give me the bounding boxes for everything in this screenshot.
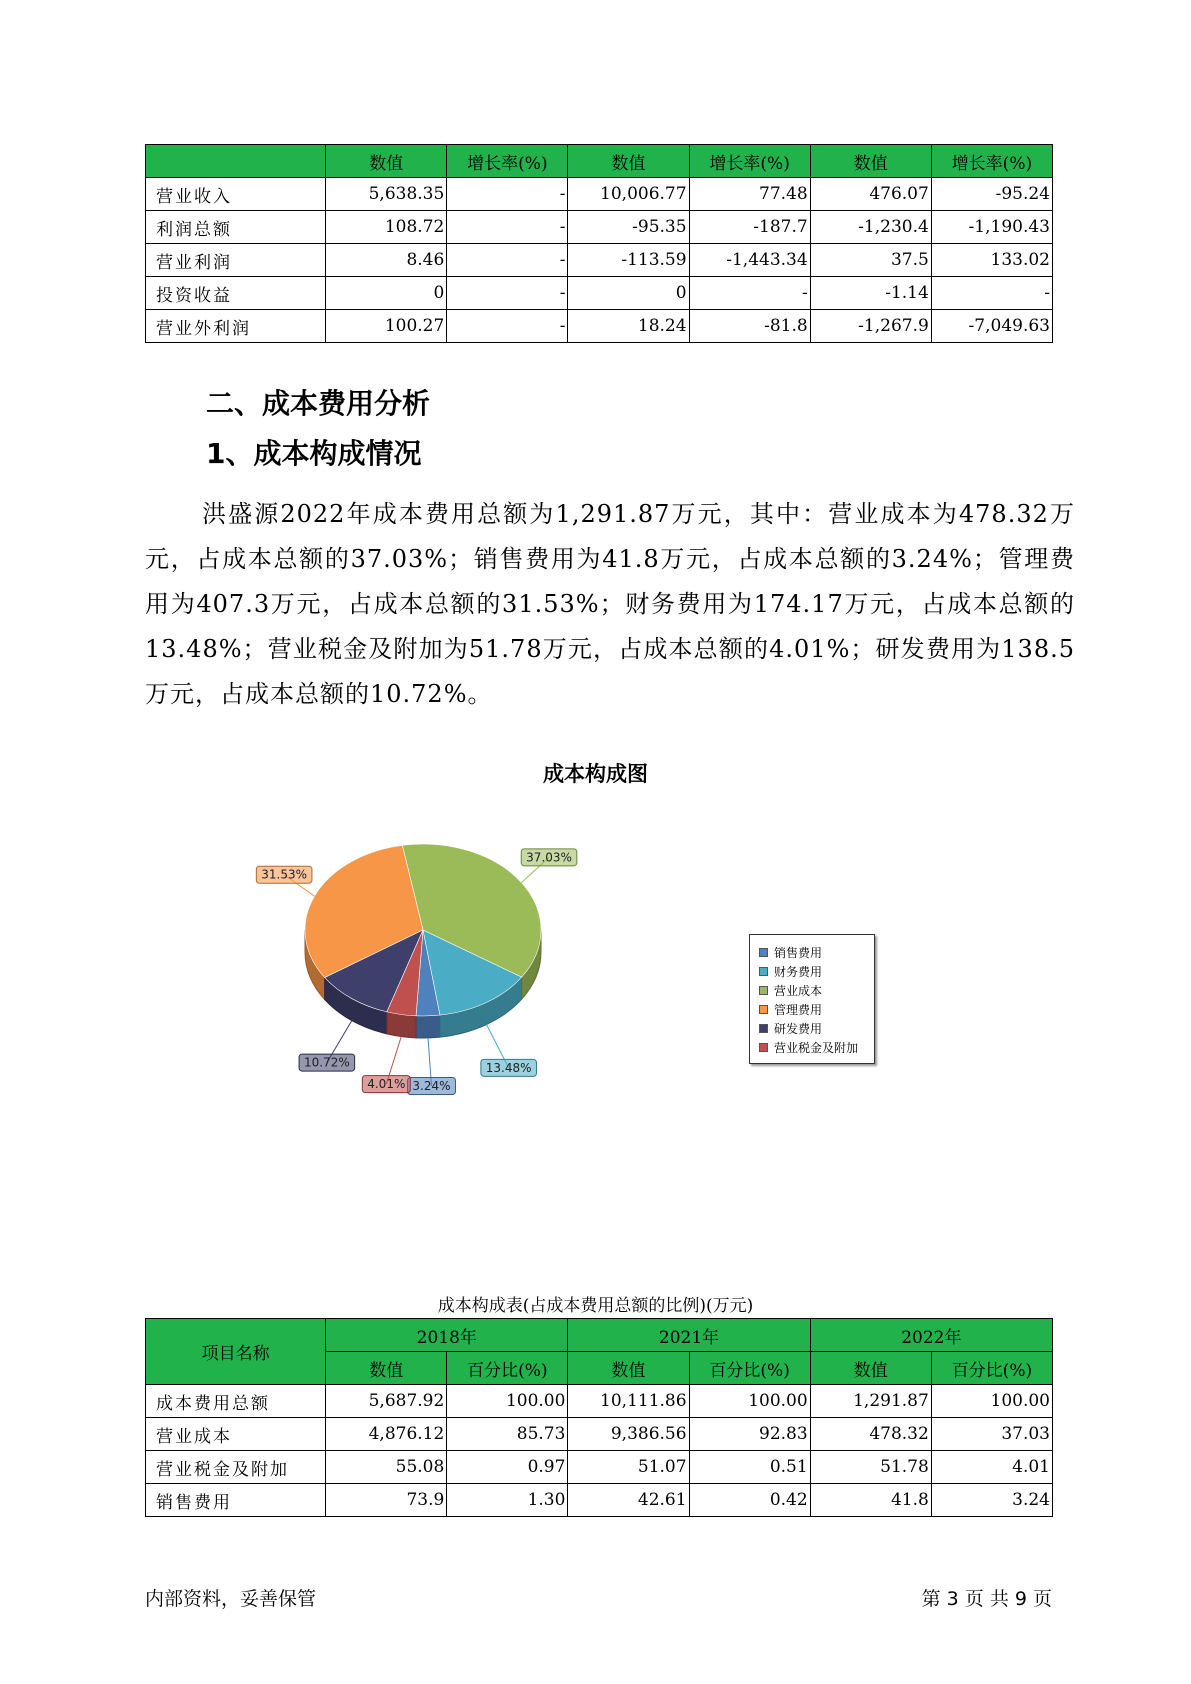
table-cell: 10,006.77 — [568, 178, 689, 211]
header-cell: 增长率(%) — [689, 145, 810, 178]
header-cell: 数值 — [326, 145, 447, 178]
legend-item — [759, 1000, 874, 1019]
table-cell: 0 — [326, 277, 447, 310]
header-cell: 增长率(%) — [447, 145, 568, 178]
paragraph-text: 洪盛源2022年成本费用总额为1,291.87万元，其中：营业成本为478.32万元，占成本总额的37.03%；销售费用为41.8万元，占成本总额的3.24%；管理费用为407.3万元，占成本总额的31.53%；财务费用为174.17万元，占成本总额的13.48%；营业税金及附加为51.78万元，占成本总额的4.01%；研发费用为138.5万元，占成本总额的10.72%。 — [145, 500, 1075, 708]
row-label: 利润总额 — [146, 211, 326, 244]
table-cell: 9,386.56 — [568, 1418, 689, 1451]
cost-composition-table — [145, 1318, 1053, 1517]
legend-label: 管理费用 — [774, 1003, 823, 1017]
table-cell: -1,443.34 — [689, 244, 810, 277]
table-cell: -95.24 — [931, 178, 1052, 211]
table-cell: - — [689, 277, 810, 310]
table-cell: 100.00 — [931, 1385, 1052, 1418]
data-label: 3.24% — [412, 1078, 451, 1093]
header-cell: 项目名称 — [146, 1319, 326, 1385]
table-cell: 0 — [568, 277, 689, 310]
table-cell: -1,190.43 — [931, 211, 1052, 244]
table-cell: 77.48 — [689, 178, 810, 211]
legend-swatch — [759, 948, 768, 957]
header-cell: 数值 — [810, 145, 931, 178]
header-cell: 百分比(%) — [689, 1352, 810, 1385]
header-cell: 数值 — [568, 1352, 689, 1385]
legend-swatch — [759, 1043, 768, 1052]
table-header-row — [146, 1319, 1053, 1352]
chart-title: 成本构成图 — [543, 762, 648, 786]
table-cell: 3.24 — [931, 1484, 1052, 1517]
table-cell: 108.72 — [326, 211, 447, 244]
legend-label: 研发费用 — [774, 1022, 823, 1036]
header-cell: 百分比(%) — [447, 1352, 568, 1385]
legend-swatch — [759, 1005, 768, 1014]
table-cell: 1.30 — [447, 1484, 568, 1517]
table-cell: 478.32 — [810, 1418, 931, 1451]
section-heading: 二、成本费用分析 — [206, 387, 431, 420]
table-cell: 51.78 — [810, 1451, 931, 1484]
table-cell: 18.24 — [568, 310, 689, 343]
header-cell: 数值 — [568, 145, 689, 178]
table-cell: -81.8 — [689, 310, 810, 343]
table-row — [146, 1385, 1053, 1418]
table-cell: - — [447, 310, 568, 343]
table-cell: 100.00 — [689, 1385, 810, 1418]
table-row — [146, 1451, 1053, 1484]
table-cell: 41.8 — [810, 1484, 931, 1517]
legend-item — [759, 943, 874, 962]
year-header: 2021年 — [568, 1319, 810, 1352]
table-cell: -187.7 — [689, 211, 810, 244]
table-cell: -1.14 — [810, 277, 931, 310]
legend-item — [759, 981, 874, 1000]
legend-item — [759, 1019, 874, 1038]
row-label: 营业成本 — [146, 1418, 326, 1451]
table-cell: -1,267.9 — [810, 310, 931, 343]
row-label: 营业税金及附加 — [146, 1451, 326, 1484]
row-label: 营业收入 — [146, 178, 326, 211]
table-cell: 100.27 — [326, 310, 447, 343]
table-caption: 成本构成表(占成本费用总额的比例)(万元) — [437, 1296, 754, 1316]
table-cell: 5,638.35 — [326, 178, 447, 211]
table-cell: - — [931, 277, 1052, 310]
table-cell: - — [447, 178, 568, 211]
table-cell: 10,111.86 — [568, 1385, 689, 1418]
row-label: 营业利润 — [146, 244, 326, 277]
footer-note: 内部资料，妥善保管 — [145, 1588, 317, 1610]
header-cell: 百分比(%) — [931, 1352, 1052, 1385]
legend-swatch — [759, 986, 768, 995]
legend-item — [759, 962, 874, 981]
table-row — [146, 1484, 1053, 1517]
page-number: 第 3 页 共 9 页 — [921, 1588, 1052, 1610]
legend-item — [759, 1038, 874, 1057]
table-cell: 0.97 — [447, 1451, 568, 1484]
header-cell: 数值 — [326, 1352, 447, 1385]
table-cell: -7,049.63 — [931, 310, 1052, 343]
row-label: 成本费用总额 — [146, 1385, 326, 1418]
year-header: 2022年 — [810, 1319, 1052, 1352]
data-label: 13.48% — [485, 1060, 532, 1075]
table-cell: 55.08 — [326, 1451, 447, 1484]
legend-label: 营业税金及附加 — [774, 1041, 859, 1055]
data-label: 37.03% — [526, 850, 572, 865]
legend-swatch — [759, 1024, 768, 1033]
table-cell: -95.35 — [568, 211, 689, 244]
table-cell: 133.02 — [931, 244, 1052, 277]
header-cell: 增长率(%) — [931, 145, 1052, 178]
data-label: 31.53% — [261, 867, 308, 882]
legend-swatch — [759, 967, 768, 976]
chart-legend — [749, 934, 875, 1064]
data-label: 10.72% — [303, 1055, 350, 1070]
table-cell: 92.83 — [689, 1418, 810, 1451]
table-cell: 0.42 — [689, 1484, 810, 1517]
table-cell: - — [447, 277, 568, 310]
header-cell: 数值 — [810, 1352, 931, 1385]
table-cell: - — [447, 211, 568, 244]
table-cell: 476.07 — [810, 178, 931, 211]
data-label: 4.01% — [367, 1077, 406, 1092]
table-cell: 4,876.12 — [326, 1418, 447, 1451]
table-cell: 8.46 — [326, 244, 447, 277]
year-header: 2018年 — [326, 1319, 568, 1352]
subsection-heading: 1、成本构成情况 — [206, 437, 422, 470]
table-cell: 0.51 — [689, 1451, 810, 1484]
table-cell: - — [447, 244, 568, 277]
row-label: 销售费用 — [146, 1484, 326, 1517]
row-label: 营业外利润 — [146, 310, 326, 343]
pie-slice-side — [416, 1015, 440, 1038]
legend-label: 销售费用 — [774, 946, 823, 960]
table-cell: 100.00 — [447, 1385, 568, 1418]
table-cell: 5,687.92 — [326, 1385, 447, 1418]
table-cell: -1,230.4 — [810, 211, 931, 244]
table-cell: 73.9 — [326, 1484, 447, 1517]
table-cell: 42.61 — [568, 1484, 689, 1517]
table-cell: 37.5 — [810, 244, 931, 277]
table-cell: 1,291.87 — [810, 1385, 931, 1418]
table-cell: 51.07 — [568, 1451, 689, 1484]
legend-label: 财务费用 — [774, 965, 823, 979]
table-cell: 85.73 — [447, 1418, 568, 1451]
legend-label: 营业成本 — [774, 984, 823, 998]
table-cell: 4.01 — [931, 1451, 1052, 1484]
table-row — [146, 1418, 1053, 1451]
table-cell: -113.59 — [568, 244, 689, 277]
row-label: 投资收益 — [146, 277, 326, 310]
table-cell: 37.03 — [931, 1418, 1052, 1451]
